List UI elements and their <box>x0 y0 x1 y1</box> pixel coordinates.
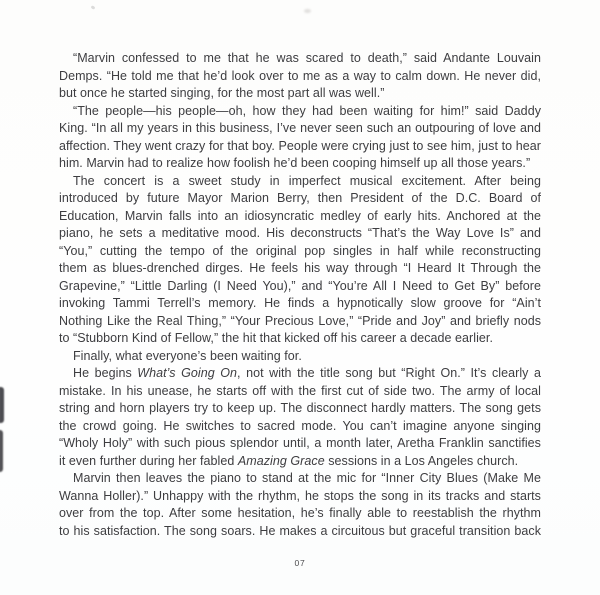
text-line <box>59 365 541 383</box>
text-line <box>59 155 541 173</box>
text-segment: invoking Tammi Terrell’s memory. He finds a hypnotically slow groove for “Ain’t <box>59 296 541 310</box>
text-line <box>59 418 541 436</box>
text-segment: over from the top. After some hesitation, he’s finally able to reestablish the rhythm <box>59 506 541 520</box>
text-segment: “The people—his people—oh, how they had been waiting for him!” said Daddy <box>73 103 541 118</box>
italic-text: Amazing Grace <box>237 453 325 468</box>
text-segment: Education, Marvin falls into an idiosyncratic medley of early hits. Anchored at the <box>59 208 541 223</box>
text-segment: “Marvin confessed to me that he was scared to death,” said Andante Louvain <box>73 51 541 65</box>
text-line <box>59 190 541 208</box>
text-segment: him. Marvin had to realize how foolish he’d been cooping himself up all those years.” <box>59 156 531 170</box>
text-line <box>59 348 541 366</box>
text-segment: “Wholy Holy” with such pious splendor until, a month later, Aretha Franklin sanctifies <box>59 436 541 450</box>
text-line <box>59 505 541 523</box>
text-line <box>59 243 541 261</box>
text-line <box>59 85 541 103</box>
text-segment: sessions in a Los Angeles church. <box>324 453 519 468</box>
text-line <box>59 400 541 418</box>
paragraph <box>59 470 541 540</box>
text-line <box>59 173 541 191</box>
text-segment: to “Stubborn Kind of Fellow,” the hit that kicked off his career a decade earlier. <box>59 331 493 345</box>
text-segment: Nothing Like the Real Thing,” “Your Precious Love,” “Pride and Joy” and briefly nods <box>59 313 541 328</box>
text-segment: Demps. “He told me that he’d look over to me as a way to calm down. He never did, <box>59 68 541 83</box>
text-line <box>59 453 541 471</box>
text-segment: introduced by future Mayor Marion Berry, then President of the D.C. Board of <box>59 191 541 205</box>
text-line <box>59 50 541 68</box>
paragraph <box>59 365 541 470</box>
scan-gutter-mark <box>0 430 3 472</box>
text-line <box>59 523 541 541</box>
text-segment: The concert is a sweet study in imperfect musical excitement. After being <box>73 173 541 188</box>
text-segment: but once he started singing, for the most part all was well.” <box>59 86 385 100</box>
text-segment: , not with the title song but “Right On.” It’s clearly a <box>237 366 541 380</box>
text-segment: them as blues-drenched dirges. He feels his way through “I Heard It Through the <box>59 261 541 275</box>
text-line <box>59 383 541 401</box>
text-segment: mistake. In his unease, he starts off with the first cut of side two. The army of local <box>59 383 541 398</box>
paragraph <box>59 103 541 173</box>
text-segment: Marvin then leaves the piano to stand at the mic for “Inner City Blues (Make Me <box>73 471 541 485</box>
text-segment: string and horn players try to keep up. The disconnect hardly matters. The song gets <box>59 401 541 415</box>
text-line <box>59 68 541 86</box>
text-line <box>59 260 541 278</box>
text-segment: affection. They went crazy for that boy. People were crying just to see him, just to hear <box>59 138 541 153</box>
text-line <box>59 435 541 453</box>
text-line <box>59 278 541 296</box>
text-segment: Wanna Holler).” Unhappy with the rhythm, he stops the song in its tracks and starts <box>59 488 541 503</box>
text-segment: Finally, what everyone’s been waiting for. <box>73 348 302 363</box>
text-line <box>59 330 541 348</box>
text-segment: to his satisfaction. The song soars. He makes a circuitous but graceful transition back <box>59 523 541 538</box>
text-segment: piano, he sets a meditative mood. His deconstructs “That’s the Way Love Is” and <box>59 226 541 240</box>
paragraph <box>59 173 541 348</box>
text-line <box>59 470 541 488</box>
text-line <box>59 120 541 138</box>
text-line <box>59 488 541 506</box>
page-number: 07 <box>294 558 306 568</box>
scan-speck <box>91 5 96 10</box>
text-segment: it even further during her fabled <box>59 453 238 468</box>
text-segment: He begins <box>73 366 138 380</box>
text-line <box>59 138 541 156</box>
body-text <box>59 50 541 540</box>
text-segment: the crowd going. He switches to sacred mode. You can’t imagine anyone singing <box>59 418 541 433</box>
paragraph <box>59 50 541 103</box>
text-line <box>59 313 541 331</box>
paragraph <box>59 348 541 366</box>
text-segment: “You,” cutting the tempo of the original pop singles in half while reconstructing <box>59 243 541 258</box>
text-line <box>59 208 541 226</box>
scan-speck <box>304 9 311 13</box>
text-segment: King. “In all my years in this business, I’ve never seen such an outpouring of love and <box>59 121 541 135</box>
italic-text: What’s Going On <box>137 366 238 380</box>
text-line <box>59 225 541 243</box>
scan-gutter-mark <box>0 387 4 423</box>
text-segment: Grapevine,” “Little Darling (I Need You),” and “You’re All I Need to Get By” before <box>59 278 541 293</box>
text-line <box>59 295 541 313</box>
text-line <box>59 103 541 121</box>
